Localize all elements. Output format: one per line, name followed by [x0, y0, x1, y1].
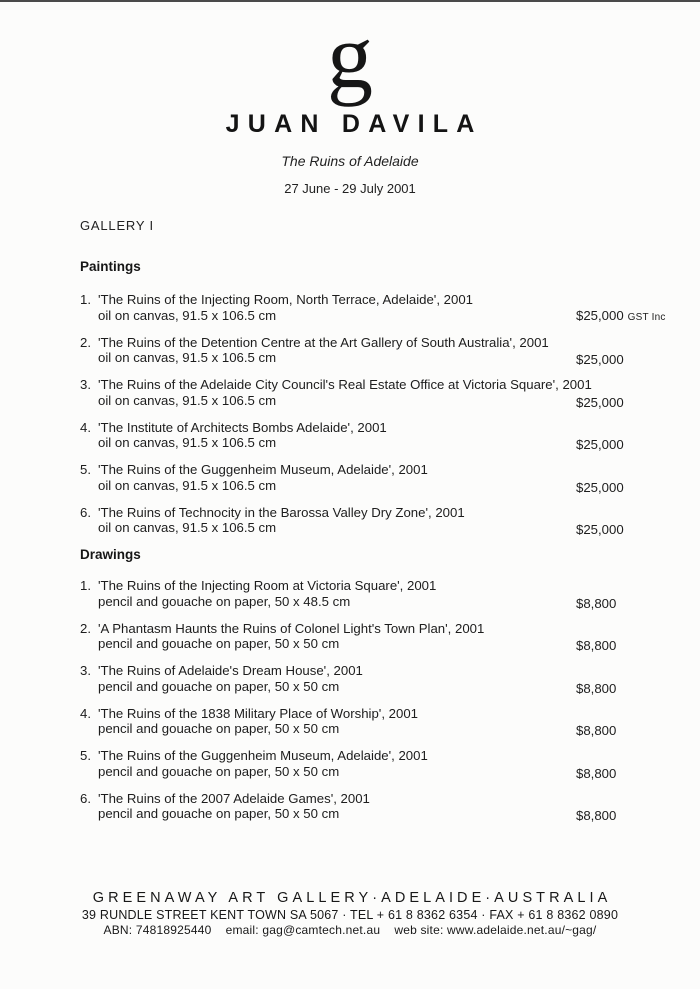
item-price: $25,000 [576, 522, 624, 537]
item-price: $8,800 [576, 808, 617, 823]
gallery-label: GALLERY I [80, 218, 154, 233]
item-media: oil on canvas, 91.5 x 106.5 cm [98, 477, 277, 493]
gallery-footer [0, 889, 700, 938]
catalogue-item [80, 748, 664, 779]
paintings-list [80, 292, 664, 536]
catalogue-item [80, 335, 664, 366]
item-price-cell [576, 808, 664, 824]
catalogue-item [80, 578, 664, 609]
item-price: $25,000 [576, 352, 624, 367]
item-details [98, 462, 576, 493]
item-price-cell [576, 308, 666, 326]
item-price: $8,800 [576, 595, 617, 611]
item-price-cell [576, 723, 664, 739]
item-title: 'The Ruins of the Injecting Room, North Terrace, Adelaide', 2001 [98, 292, 473, 307]
item-title: 'The Institute of Architects Bombs Adelaide', 2001 [98, 419, 387, 435]
item-title: 'The Ruins of the Injecting Room at Victoria Square', 2001 [98, 578, 437, 593]
item-details [98, 292, 576, 323]
item-number: 6. [80, 790, 91, 806]
item-number: 4. [80, 419, 91, 435]
item-media: pencil and gouache on paper, 50 x 50 cm [98, 721, 340, 736]
item-price: $25,000 [576, 307, 624, 323]
item-number: 1. [80, 292, 91, 307]
catalogue-item [80, 663, 664, 694]
item-media: pencil and gouache on paper, 50 x 50 cm [98, 806, 340, 821]
item-media: oil on canvas, 91.5 x 106.5 cm [98, 307, 277, 323]
item-media: oil on canvas, 91.5 x 106.5 cm [98, 350, 277, 365]
item-price-cell [576, 638, 664, 654]
item-details [98, 791, 576, 822]
gallery-logo: g [327, 5, 373, 107]
catalogue-item [80, 462, 664, 493]
catalogue-item [80, 292, 664, 323]
item-price-cell [576, 437, 664, 453]
item-price-cell [576, 480, 664, 496]
item-price: $8,800 [576, 680, 617, 696]
catalogue-item [80, 791, 664, 822]
item-details [98, 621, 576, 652]
scan-edge-top [0, 0, 700, 2]
catalogue-item [80, 706, 664, 737]
section-heading-paintings: Paintings [80, 259, 141, 274]
catalogue-item [80, 377, 664, 408]
item-media: oil on canvas, 91.5 x 106.5 cm [98, 392, 277, 408]
item-details [98, 335, 576, 366]
item-number: 5. [80, 748, 91, 763]
item-number: 5. [80, 462, 91, 477]
item-price-note: GST Inc [627, 311, 666, 323]
item-number: 2. [80, 620, 91, 636]
item-price: $25,000 [576, 479, 624, 495]
item-title: 'The Ruins of the Guggenheim Museum, Adelaide', 2001 [98, 462, 428, 477]
gallery-contact: ABN: 74818925440 email: gag@camtech.net.au web site: www.adelaide.net.au/~gag/ [103, 923, 597, 937]
item-details [98, 505, 576, 536]
item-title: 'The Ruins of the Adelaide City Council's Real Estate Office at Victoria Square', 2001 [98, 377, 592, 392]
exhibition-dates: 27 June - 29 July 2001 [284, 181, 416, 196]
item-price: $8,800 [576, 765, 617, 781]
catalogue-item [80, 505, 664, 536]
artist-name: JUAN DAVILA [225, 110, 483, 138]
item-title: 'The Ruins of Technocity in the Barossa Valley Dry Zone', 2001 [98, 504, 465, 520]
item-title: 'The Ruins of the 2007 Adelaide Games', 2001 [98, 790, 370, 806]
item-details [98, 663, 576, 694]
item-number: 6. [80, 504, 91, 520]
item-media: pencil and gouache on paper, 50 x 50 cm [98, 636, 340, 651]
item-price-cell [576, 522, 664, 538]
catalogue-item [80, 621, 664, 652]
item-price-cell [576, 352, 664, 368]
item-price-cell [576, 681, 664, 697]
item-number: 4. [80, 705, 91, 721]
item-number: 2. [80, 334, 91, 350]
item-title: 'The Ruins of Adelaide's Dream House', 2001 [98, 663, 363, 678]
item-media: pencil and gouache on paper, 50 x 50 cm [98, 763, 340, 779]
catalogue-item [80, 420, 664, 451]
item-details [98, 706, 576, 737]
item-details [98, 578, 576, 609]
item-price: $25,000 [576, 437, 624, 452]
item-number: 3. [80, 663, 91, 678]
section-heading-drawings: Drawings [80, 547, 141, 562]
item-price-cell [576, 596, 664, 612]
exhibition-title: The Ruins of Adelaide [281, 153, 419, 169]
item-number: 3. [80, 377, 91, 392]
item-title: 'The Ruins of the Guggenheim Museum, Adelaide', 2001 [98, 748, 428, 763]
item-price: $8,800 [576, 638, 617, 653]
item-price-cell [576, 766, 664, 782]
item-details [98, 748, 576, 779]
drawings-list [80, 578, 664, 822]
item-media: oil on canvas, 91.5 x 106.5 cm [98, 520, 277, 535]
item-number: 1. [80, 578, 91, 593]
item-media: pencil and gouache on paper, 50 x 48.5 cm [98, 593, 351, 609]
item-price: $25,000 [576, 394, 624, 410]
item-price: $8,800 [576, 723, 617, 738]
item-title: 'A Phantasm Haunts the Ruins of Colonel Light's Town Plan', 2001 [98, 620, 485, 636]
gallery-address: 39 RUNDLE STREET KENT TOWN SA 5067 · TEL + 61 8 8362 6354 · FAX + 61 8 8362 0890 [81, 908, 619, 922]
item-price-cell [576, 395, 664, 411]
gallery-name: GREENAWAY ART GALLERY·ADELAIDE·AUSTRALIA [92, 890, 612, 906]
catalogue-content [0, 218, 700, 822]
item-media: pencil and gouache on paper, 50 x 50 cm [98, 678, 340, 694]
item-media: oil on canvas, 91.5 x 106.5 cm [98, 435, 277, 450]
item-title: 'The Ruins of the Detention Centre at the Art Gallery of South Australia', 2001 [98, 334, 549, 350]
item-title: 'The Ruins of the 1838 Military Place of Worship', 2001 [98, 705, 418, 721]
item-details [98, 377, 592, 408]
document-header [0, 5, 700, 196]
item-details [98, 420, 576, 451]
